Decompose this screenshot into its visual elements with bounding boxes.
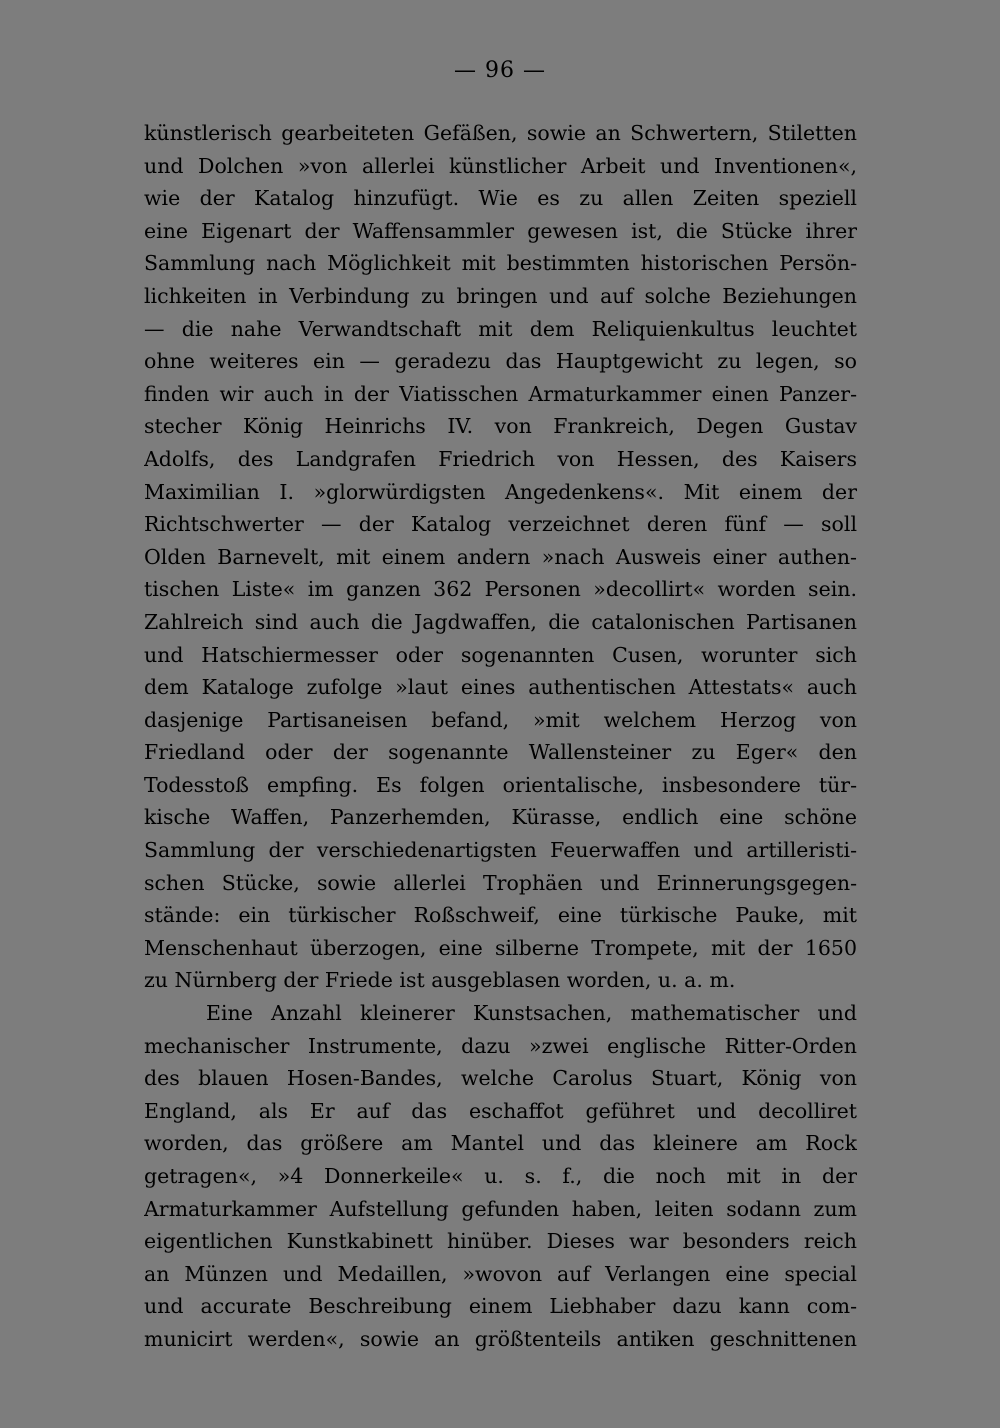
text-line: Maximilian I. »glorwürdigsten Angedenkens«. Mit einem der [144,479,857,504]
text-line: künstlerisch gearbeiteten Gefäßen, sowie an Schwertern, Stiletten [144,121,857,145]
text-line: Olden Barnevelt, mit einem andern »nach Ausweis einer authen- [144,544,857,569]
text-line: tischen Liste« im ganzen 362 Personen »decollirt« worden sein. [144,577,857,602]
text-line: Adolfs, des Landgrafen Friedrich von Hessen, des Kaisers [144,446,857,471]
text-line: wie der Katalog hinzufügt. Wie es zu allen Zeiten speziell [144,186,857,211]
body-text [144,117,857,1356]
text-line: ohne weiteres ein — geradezu das Hauptgewicht zu legen, so [144,349,857,374]
text-line: Friedland oder der sogenannte Wallensteiner zu Eger« den [144,740,857,765]
text-line: lichkeiten in Verbindung zu bringen und auf solche Beziehungen [144,283,857,308]
paragraph-start-line: Eine Anzahl kleinerer Kunstsachen, mathematischer und [206,1001,857,1026]
text-line: dem Kataloge zufolge »laut eines authentischen Attestats« auch [144,675,857,700]
text-line: England, als Er auf das eschaffot geführet und decolliret [144,1098,857,1123]
text-line: municirt werden«, sowie an größtenteils antiken geschnittenen [144,1326,857,1351]
text-line: — die nahe Verwandtschaft mit dem Reliquienkultus leuchtet [144,316,857,341]
text-line: getragen«, »4 Donnerkeile« u. s. f., die noch mit in der [144,1164,857,1188]
text-line: stecher König Heinrichs IV. von Frankreich, Degen Gustav [144,414,857,439]
text-line: mechanischer Instrumente, dazu »zwei englische Ritter-Orden [144,1033,857,1058]
text-line: Sammlung nach Möglichkeit mit bestimmten historischen Persön- [144,251,857,276]
text-line: Richtschwerter — der Katalog verzeichnet deren fünf — soll [144,512,857,537]
text-line: stände: ein türkischer Roßschweif, eine türkische Pauke, mit [144,903,857,928]
text-line: Todesstoß empfing. Es folgen orientalische, insbesondere tür- [144,772,857,797]
text-line: Menschenhaut überzogen, eine silberne Trompete, mit der 1650 [144,935,857,960]
text-line: an Münzen und Medaillen, »wovon auf Verlangen eine special [144,1261,857,1286]
text-line: worden, das größere am Mantel und das kleinere am Rock [144,1131,857,1156]
text-line: kische Waffen, Panzerhemden, Kürasse, endlich eine schöne [144,805,857,830]
text-line: schen Stücke, sowie allerlei Trophäen und Erinnerungsgegen- [144,870,857,895]
text-line: eigentlichen Kunstkabinett hinüber. Dieses war besonders reich [144,1229,857,1254]
text-line: dasjenige Partisaneisen befand, »mit welchem Herzog von [144,707,857,732]
page-number: — 96 — [454,58,546,83]
text-line: und accurate Beschreibung einem Liebhaber dazu kann com- [144,1294,857,1319]
paragraph-end-line: zu Nürnberg der Friede ist ausgeblasen worden, u. a. m. [144,968,736,993]
text-line: und Dolchen »von allerlei künstlicher Arbeit und Inventionen«, [144,153,857,178]
text-line: eine Eigenart der Waffensammler gewesen ist, die Stücke ihrer [144,218,857,243]
text-line: Sammlung der verschiedenartigsten Feuerwaffen und artilleristi- [144,838,857,863]
text-line: Zahlreich sind auch die Jagdwaffen, die catalonischen Partisanen [144,609,857,634]
text-line: Armaturkammer Aufstellung gefunden haben, leiten sodann zum [144,1196,857,1221]
text-line: und Hatschiermesser oder sogenannten Cusen, worunter sich [144,642,857,667]
text-line: finden wir auch in der Viatisschen Armaturkammer einen Panzer- [144,381,857,406]
text-line: des blauen Hosen-Bandes, welche Carolus Stuart, König von [144,1066,857,1091]
